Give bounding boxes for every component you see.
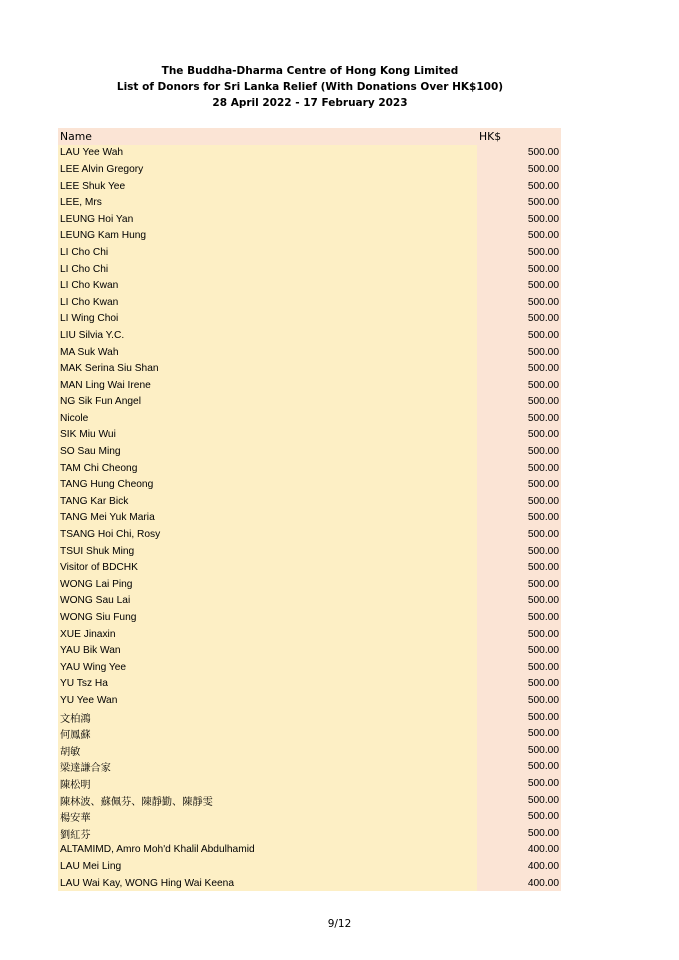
- donor-name: LAU Yee Wah: [58, 145, 477, 162]
- table-row: [58, 626, 561, 643]
- table-row: [58, 642, 561, 659]
- donation-amount: 500.00: [477, 609, 561, 626]
- document-header: [0, 63, 620, 111]
- donation-amount: 500.00: [477, 825, 561, 842]
- table-row: [58, 742, 561, 759]
- donor-name: TANG Hung Cheong: [58, 476, 477, 493]
- table-row: [58, 294, 561, 311]
- donation-amount: 500.00: [477, 311, 561, 328]
- table-row: [58, 825, 561, 842]
- donor-name: TSUI Shuk Ming: [58, 543, 477, 560]
- table-row: [58, 161, 561, 178]
- organization-name: The Buddha-Dharma Centre of Hong Kong Limited: [161, 65, 459, 77]
- donor-name: LI Cho Kwan: [58, 294, 477, 311]
- table-row: [58, 194, 561, 211]
- donation-amount: 500.00: [477, 178, 561, 195]
- donor-name: WONG Lai Ping: [58, 576, 477, 593]
- table-row: [58, 609, 561, 626]
- table-row: [58, 277, 561, 294]
- donor-name: LAU Wai Kay, WONG Hing Wai Keena: [58, 875, 477, 892]
- donation-amount: 500.00: [477, 344, 561, 361]
- table-row: [58, 543, 561, 560]
- table-row: [58, 659, 561, 676]
- table-row: [58, 875, 561, 892]
- donor-name: 楊安華: [58, 808, 477, 825]
- donor-name: LIU Silvia Y.C.: [58, 327, 477, 344]
- donation-amount: 500.00: [477, 327, 561, 344]
- table-row: [58, 211, 561, 228]
- donor-name: MAN Ling Wai Irene: [58, 377, 477, 394]
- donation-amount: 500.00: [477, 360, 561, 377]
- donation-amount: 500.00: [477, 460, 561, 477]
- donor-name: LI Cho Chi: [58, 261, 477, 278]
- table-row: [58, 410, 561, 427]
- donation-amount: 500.00: [477, 659, 561, 676]
- donation-amount: 400.00: [477, 875, 561, 892]
- donor-name: LEE Shuk Yee: [58, 178, 477, 195]
- donation-amount: 500.00: [477, 543, 561, 560]
- table-row: [58, 261, 561, 278]
- donation-amount: 500.00: [477, 792, 561, 809]
- donor-name: 陳林波、蘇佩芬、陳靜勤、陳靜雯: [58, 792, 477, 809]
- table-row: [58, 327, 561, 344]
- table-row: [58, 377, 561, 394]
- donation-amount: 500.00: [477, 576, 561, 593]
- donor-name: TAM Chi Cheong: [58, 460, 477, 477]
- donor-name: ALTAMIMD, Amro Moh'd Khalil Abdulhamid: [58, 842, 477, 859]
- table-row: [58, 526, 561, 543]
- date-range: 28 April 2022 - 17 February 2023: [212, 97, 408, 109]
- donation-amount: 500.00: [477, 394, 561, 411]
- table-row: [58, 576, 561, 593]
- table-row: [58, 510, 561, 527]
- donation-amount: 500.00: [477, 228, 561, 245]
- donation-amount: 500.00: [477, 427, 561, 444]
- donor-name: LAU Mei Ling: [58, 858, 477, 875]
- column-header-amount: HK$: [477, 128, 561, 145]
- donor-name: MAK Serina Siu Shan: [58, 360, 477, 377]
- donor-name: LI Wing Choi: [58, 311, 477, 328]
- donor-name: NG Sik Fun Angel: [58, 394, 477, 411]
- table-row: [58, 394, 561, 411]
- donation-amount: 500.00: [477, 211, 561, 228]
- table-row: [58, 476, 561, 493]
- table-row: [58, 145, 561, 162]
- table-row: [58, 593, 561, 610]
- table-row: [58, 692, 561, 709]
- donor-name: YU Yee Wan: [58, 692, 477, 709]
- donor-name: YAU Bik Wan: [58, 642, 477, 659]
- donor-name: MA Suk Wah: [58, 344, 477, 361]
- donation-amount: 500.00: [477, 642, 561, 659]
- donor-name: 陳松明: [58, 775, 477, 792]
- donation-amount: 500.00: [477, 510, 561, 527]
- donor-name: LI Cho Chi: [58, 244, 477, 261]
- donor-name: YU Tsz Ha: [58, 676, 477, 693]
- document-title: List of Donors for Sri Lanka Relief (With Donations Over HK$100): [116, 81, 504, 93]
- donor-name: XUE Jinaxin: [58, 626, 477, 643]
- table-row: [58, 709, 561, 726]
- donation-amount: 500.00: [477, 559, 561, 576]
- donation-amount: 500.00: [477, 410, 561, 427]
- donor-name: LEE, Mrs: [58, 194, 477, 211]
- donor-name: LEE Alvin Gregory: [58, 161, 477, 178]
- table-row: [58, 858, 561, 875]
- table-row: [58, 775, 561, 792]
- donation-amount: 500.00: [477, 676, 561, 693]
- donation-amount: 500.00: [477, 377, 561, 394]
- table-row: [58, 559, 561, 576]
- donor-name: LEUNG Hoi Yan: [58, 211, 477, 228]
- donor-name: WONG Siu Fung: [58, 609, 477, 626]
- table-row: [58, 676, 561, 693]
- table-row: [58, 427, 561, 444]
- table-row: [58, 228, 561, 245]
- donor-name: TANG Mei Yuk Maria: [58, 510, 477, 527]
- column-header-name: Name: [58, 128, 477, 145]
- donation-amount: 500.00: [477, 709, 561, 726]
- donor-name: 胡敏: [58, 742, 477, 759]
- table-row: [58, 808, 561, 825]
- table-header-row: [58, 128, 561, 145]
- donation-amount: 500.00: [477, 742, 561, 759]
- table-body: [58, 145, 561, 892]
- donation-amount: 500.00: [477, 476, 561, 493]
- table-row: [58, 759, 561, 776]
- table-row: [58, 360, 561, 377]
- donor-name: Visitor of BDCHK: [58, 559, 477, 576]
- table-row: [58, 344, 561, 361]
- donation-amount: 500.00: [477, 593, 561, 610]
- donation-amount: 500.00: [477, 294, 561, 311]
- donor-table: [58, 128, 561, 891]
- table-row: [58, 460, 561, 477]
- donor-name: YAU Wing Yee: [58, 659, 477, 676]
- donation-amount: 500.00: [477, 808, 561, 825]
- donation-amount: 500.00: [477, 725, 561, 742]
- donation-amount: 500.00: [477, 626, 561, 643]
- page-number: 9/12: [327, 918, 352, 930]
- donor-name: LI Cho Kwan: [58, 277, 477, 294]
- donation-amount: 500.00: [477, 194, 561, 211]
- donor-name: WONG Sau Lai: [58, 593, 477, 610]
- donation-amount: 500.00: [477, 244, 561, 261]
- table-row: [58, 493, 561, 510]
- table-row: [58, 792, 561, 809]
- table-row: [58, 178, 561, 195]
- donation-amount: 400.00: [477, 858, 561, 875]
- donation-amount: 500.00: [477, 443, 561, 460]
- donation-amount: 400.00: [477, 842, 561, 859]
- donation-amount: 500.00: [477, 261, 561, 278]
- donor-name: 梁達謙合家: [58, 759, 477, 776]
- donation-amount: 500.00: [477, 277, 561, 294]
- donation-amount: 500.00: [477, 526, 561, 543]
- table-row: [58, 842, 561, 859]
- donation-amount: 500.00: [477, 161, 561, 178]
- donor-name: 劉紅芬: [58, 825, 477, 842]
- donation-amount: 500.00: [477, 692, 561, 709]
- donor-name: 何鳳蘇: [58, 725, 477, 742]
- donor-name: Nicole: [58, 410, 477, 427]
- table-row: [58, 311, 561, 328]
- donor-name: SO Sau Ming: [58, 443, 477, 460]
- donor-name: 文柏鴻: [58, 709, 477, 726]
- donation-amount: 500.00: [477, 145, 561, 162]
- donation-amount: 500.00: [477, 493, 561, 510]
- table-row: [58, 443, 561, 460]
- donor-name: SIK Miu Wui: [58, 427, 477, 444]
- table-row: [58, 244, 561, 261]
- donor-name: TSANG Hoi Chi, Rosy: [58, 526, 477, 543]
- donor-name: LEUNG Kam Hung: [58, 228, 477, 245]
- table-row: [58, 725, 561, 742]
- donation-amount: 500.00: [477, 759, 561, 776]
- donation-amount: 500.00: [477, 775, 561, 792]
- donor-name: TANG Kar Bick: [58, 493, 477, 510]
